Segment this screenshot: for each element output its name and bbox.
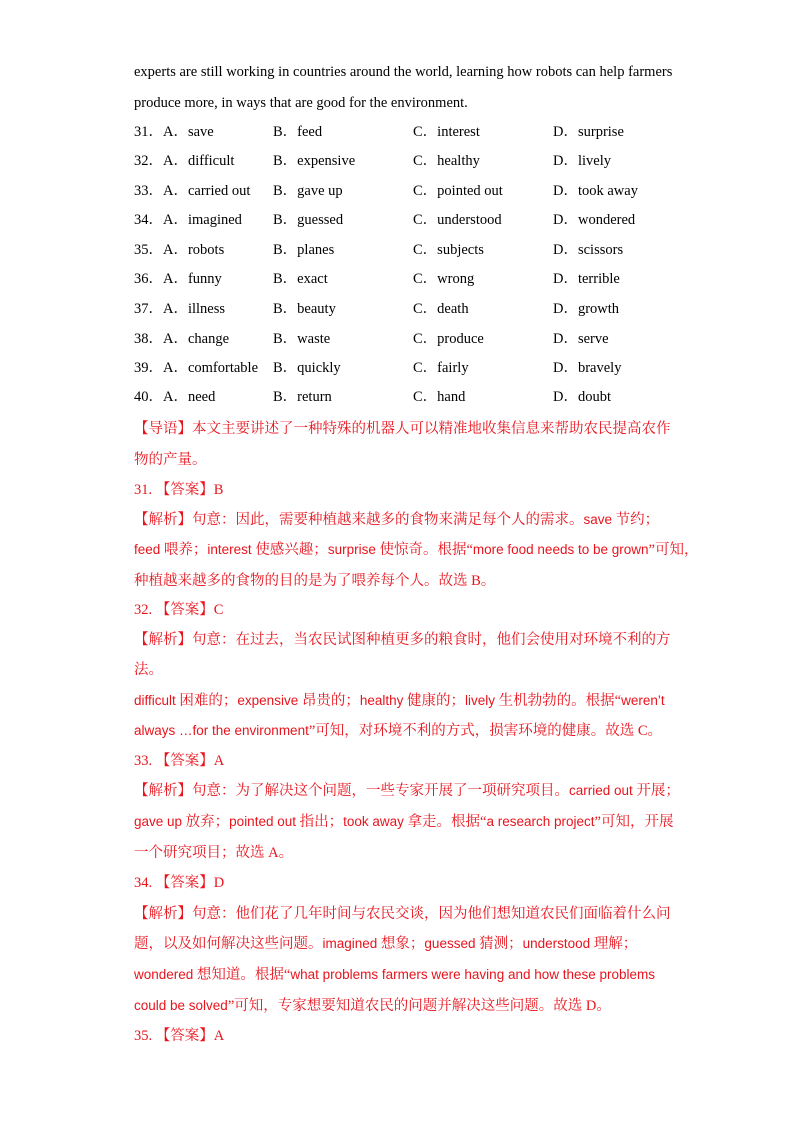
- term-span: a research project: [486, 814, 595, 829]
- explanation-line: [134, 935, 637, 953]
- text-span: 拿走。根据“: [403, 814, 487, 830]
- option-b: B．expensive: [273, 153, 356, 169]
- option-a: 39．A．comfortable: [134, 360, 259, 376]
- term-span: lively: [465, 693, 496, 708]
- term-span: carried out: [569, 783, 633, 798]
- explanation-line: [134, 541, 698, 559]
- text-span: 理解；: [590, 936, 638, 952]
- answer-31: 31. 【答案】B: [134, 482, 224, 498]
- option-b: B．feed: [273, 124, 323, 140]
- text-span: 【解析】句意：因此，需要种植越来越多的食物来满足每个人的需求。: [134, 512, 584, 528]
- option-d: D．lively: [553, 153, 611, 169]
- option-d: D．bravely: [553, 360, 622, 376]
- option-c: C．fairly: [413, 360, 469, 376]
- option-a: 40．A．need: [134, 389, 216, 405]
- term-span: could be solved: [134, 998, 228, 1013]
- option-b: B．waste: [273, 331, 331, 347]
- option-a: 33．A．carried out: [134, 183, 251, 199]
- explanation-line: [134, 511, 659, 529]
- option-c: C．pointed out: [413, 183, 503, 199]
- text-span: 困难的；: [175, 693, 238, 709]
- option-b: B．guessed: [273, 212, 344, 228]
- option-c: C．death: [413, 301, 469, 317]
- term-span: what problems farmers were having and how these problems: [290, 967, 656, 982]
- option-a: 38．A．change: [134, 331, 230, 347]
- guide-text: 【导语】本文主要讲述了一种特殊的机器人可以精准地收集信息来帮助农民提高农作: [134, 421, 671, 437]
- text-span: ”可知，专家想要知道农民的问题并解决这些问题。故选 D。: [227, 998, 611, 1014]
- option-b: B．quickly: [273, 360, 341, 376]
- option-a: 36．A．funny: [134, 271, 222, 287]
- option-b: B．exact: [273, 271, 328, 287]
- text-span: 猜测；: [475, 936, 523, 952]
- explanation-line: [134, 966, 655, 984]
- option-a: 32．A．difficult: [134, 153, 235, 169]
- option-c: C．wrong: [413, 271, 475, 287]
- option-d: D．scissors: [553, 242, 624, 258]
- term-span: guessed: [424, 936, 476, 951]
- text-span: ”可知，对环境不利的方式，损害环境的健康。故选 C。: [308, 723, 663, 739]
- explanation-line: [134, 692, 665, 710]
- explanation-line: [134, 997, 611, 1015]
- option-d: D．growth: [553, 301, 620, 317]
- explanation-line: 【解析】句意：他们花了几年时间与农民交谈，因为他们想知道农民们面临着什么问: [134, 906, 671, 922]
- term-span: feed: [134, 542, 161, 557]
- option-b: B．planes: [273, 242, 335, 258]
- option-d: D．wondered: [553, 212, 636, 228]
- term-span: surprise: [327, 542, 376, 557]
- term-span: more food needs to be grown: [472, 542, 649, 557]
- explanation-line: 法。: [134, 662, 163, 678]
- option-d: D．serve: [553, 331, 609, 347]
- option-c: C．hand: [413, 389, 466, 405]
- text-span: 健康的；: [403, 693, 465, 709]
- term-span: gave up: [134, 814, 183, 829]
- text-span: ”可知，开展: [594, 814, 674, 830]
- explanation-line: [134, 722, 662, 740]
- explanation-line: 【解析】句意：在过去，当农民试图种植更多的粮食时，他们会使用对环境不利的方: [134, 632, 671, 648]
- term-span: weren’t: [621, 693, 665, 708]
- passage-line: produce more, in ways that are good for the environment.: [134, 95, 468, 111]
- text-span: 喂养；: [160, 542, 208, 558]
- option-a: 35．A．robots: [134, 242, 225, 258]
- option-d: D．took away: [553, 183, 638, 199]
- explanation-line: [134, 813, 673, 831]
- term-span: understood: [522, 936, 591, 951]
- text-span: 指出；: [295, 814, 344, 830]
- option-a: 34．A．imagined: [134, 212, 242, 228]
- term-span: interest: [207, 542, 252, 557]
- option-c: C．healthy: [413, 153, 480, 169]
- text-span: 想知道。根据“: [193, 967, 291, 983]
- option-b: B．gave up: [273, 183, 343, 199]
- term-span: imagined: [322, 936, 378, 951]
- option-d: D．terrible: [553, 271, 620, 287]
- term-span: healthy: [359, 693, 404, 708]
- option-d: D．surprise: [553, 124, 624, 140]
- option-b: B．beauty: [273, 301, 336, 317]
- text-span: 使感兴趣；: [251, 542, 328, 558]
- passage-line: experts are still working in countries around the world, learning how robots can help farmers: [134, 64, 673, 80]
- option-d: D．doubt: [553, 389, 611, 405]
- text-span: 使惊奇。根据“: [375, 542, 473, 558]
- answer-32: 32. 【答案】C: [134, 602, 224, 618]
- term-span: always …for the environment: [134, 723, 309, 738]
- answer-35: 35. 【答案】A: [134, 1028, 225, 1044]
- text-span: 【解析】句意：为了解决这个问题，一些专家开展了一项研究项目。: [134, 783, 569, 799]
- guide-text: 物的产量。: [134, 452, 207, 468]
- option-a: 37．A．illness: [134, 301, 226, 317]
- term-span: pointed out: [229, 814, 296, 829]
- explanation-line: 一个研究项目；故选 A。: [134, 845, 294, 861]
- option-a: 31．A．save: [134, 124, 214, 140]
- text-span: 节约；: [612, 512, 660, 528]
- term-span: difficult: [134, 693, 176, 708]
- term-span: save: [583, 512, 613, 527]
- option-c: C．produce: [413, 331, 484, 347]
- option-c: C．understood: [413, 212, 502, 228]
- option-c: C．interest: [413, 124, 480, 140]
- answer-33: 33. 【答案】A: [134, 753, 225, 769]
- option-b: B．return: [273, 389, 332, 405]
- term-span: took away: [343, 814, 404, 829]
- option-c: C．subjects: [413, 242, 484, 258]
- text-span: ”可知，: [648, 542, 699, 558]
- answer-34: 34. 【答案】D: [134, 875, 225, 891]
- text-span: 想象；: [377, 936, 425, 952]
- explanation-line: [134, 782, 680, 800]
- explanation-line: 种植越来越多的食物的目的是为了喂养每个人。故选 B。: [134, 573, 496, 589]
- term-span: wondered: [134, 967, 194, 982]
- text-span: 昂贵的；: [298, 693, 360, 709]
- text-span: 题，以及如何解决这些问题。: [134, 936, 323, 952]
- term-span: expensive: [237, 693, 299, 708]
- text-span: 开展；: [632, 783, 680, 799]
- text-span: 生机勃勃的。根据“: [495, 693, 622, 709]
- text-span: 放弃；: [182, 814, 230, 830]
